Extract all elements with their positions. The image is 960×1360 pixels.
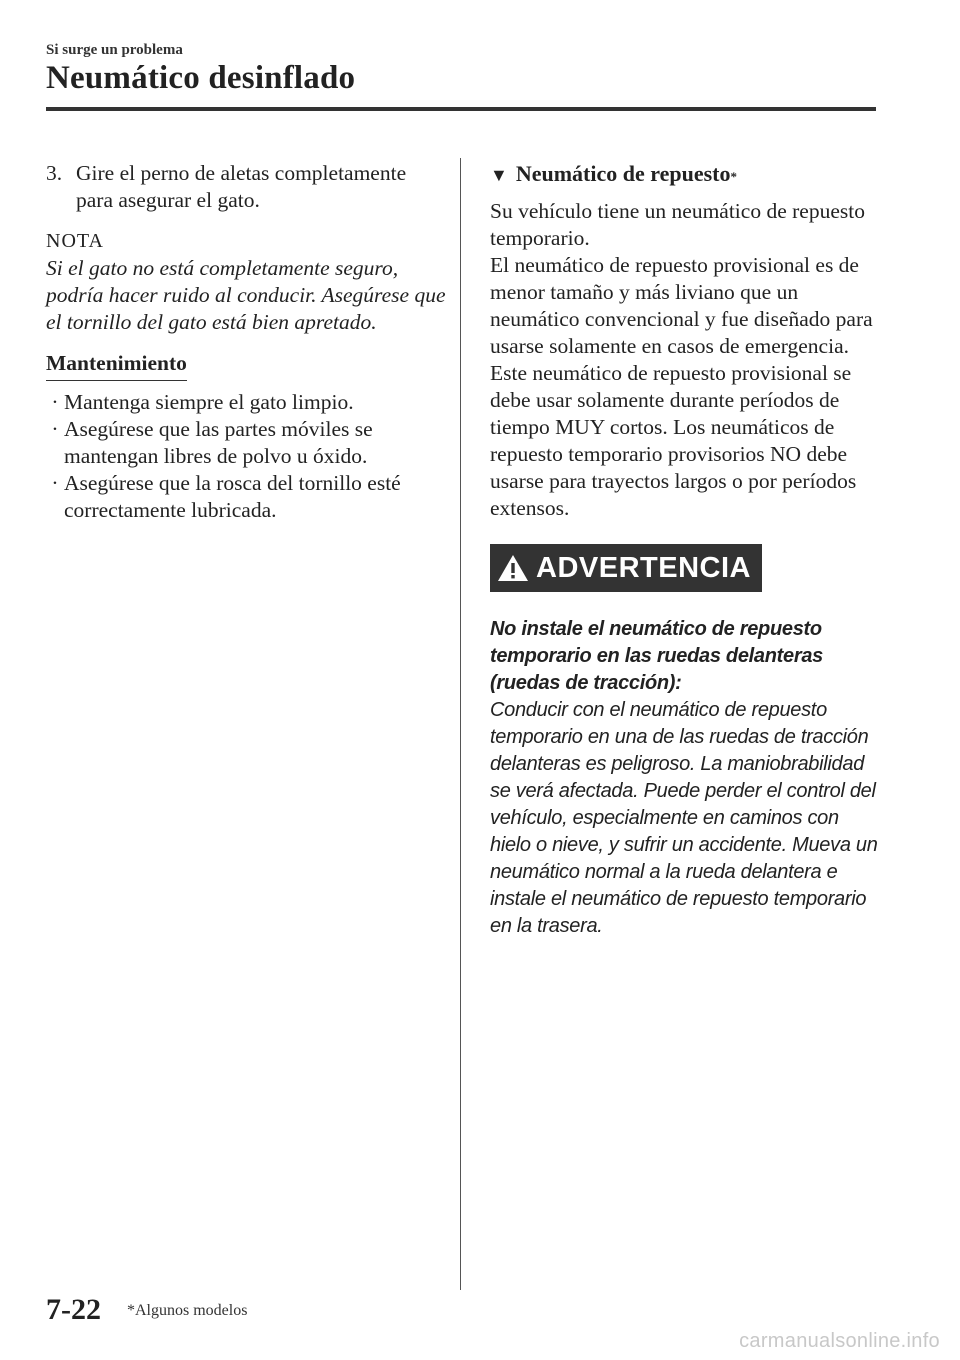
title-rule bbox=[46, 107, 876, 111]
nota-body: Si el gato no está completamente seguro, podría hacer ruido al conducir. Asegúrese que el tornillo del gato está bien apretado. bbox=[46, 256, 446, 334]
page-number: 7-22 bbox=[46, 1293, 101, 1326]
step-number: 3. bbox=[46, 161, 63, 185]
step-item bbox=[46, 160, 446, 214]
list-item-text: Mantenga siempre el gato limpio. bbox=[64, 390, 354, 414]
list-item-text: Asegúrese que las partes móviles se mantengan libres de polvo u óxido. bbox=[64, 417, 373, 468]
left-column bbox=[46, 160, 446, 524]
triangle-down-icon: ▼ bbox=[490, 165, 508, 185]
bullet-dot-icon: · bbox=[51, 417, 59, 441]
list-item bbox=[46, 416, 446, 470]
mantenimiento-heading: Mantenimiento bbox=[46, 350, 187, 381]
nota-heading: NOTA bbox=[46, 230, 104, 252]
bullet-dot-icon: · bbox=[51, 471, 59, 495]
section-label: Si surge un problema bbox=[46, 42, 183, 58]
spare-tire-paragraph: Su vehículo tiene un neumático de repuesto temporario. bbox=[490, 199, 865, 250]
spare-tire-paragraph: El neumático de repuesto provisional es de menor tamaño y más liviano que un neumático convencional y fue diseñado para usarse solamente en casos de emergencia. Este neumático de repuesto provisional se debe usar solamente durante períodos de tiempo MUY cortos. Los neumáticos de repuesto temporario provisorios NO debe usarse para trayectos largos o por períodos extensos. bbox=[490, 253, 873, 520]
page-title: Neumático desinflado bbox=[46, 60, 356, 96]
bullet-dot-icon: · bbox=[51, 390, 59, 414]
list-item bbox=[46, 389, 446, 416]
footnote-marker: * bbox=[730, 169, 737, 184]
bullet-list bbox=[46, 389, 446, 524]
watermark: carmanualsonline.info bbox=[739, 1330, 940, 1352]
warning-triangle-icon bbox=[490, 554, 536, 582]
list-item bbox=[46, 470, 446, 524]
spare-tire-heading-text: Neumático de repuesto bbox=[515, 161, 731, 186]
warning-bold-text: No instale el neumático de repuesto temporario en las ruedas delanteras (ruedas de tracción): bbox=[490, 618, 823, 694]
spare-tire-heading bbox=[490, 160, 880, 190]
warning-label: ADVERTENCIA bbox=[536, 551, 751, 584]
warning-banner bbox=[490, 544, 762, 592]
warning-body-text: Conducir con el neumático de repuesto temporario en una de las ruedas de tracción delanteras es peligroso. La maniobrabilidad se verá afectada. Puede perder el control del vehículo, especialmente en caminos con hielo o nieve, y sufrir un accidente. Mueva un neumático normal a la rueda delantera e instale el neumático de repuesto temporario en la trasera. bbox=[490, 699, 878, 937]
column-divider bbox=[460, 158, 461, 1290]
list-item-text: Asegúrese que la rosca del tornillo esté correctamente lubricada. bbox=[64, 471, 401, 522]
footnote: *Algunos modelos bbox=[127, 1302, 248, 1319]
step-text: Gire el perno de aletas completamente para asegurar el gato. bbox=[76, 161, 407, 212]
right-column bbox=[490, 160, 880, 940]
